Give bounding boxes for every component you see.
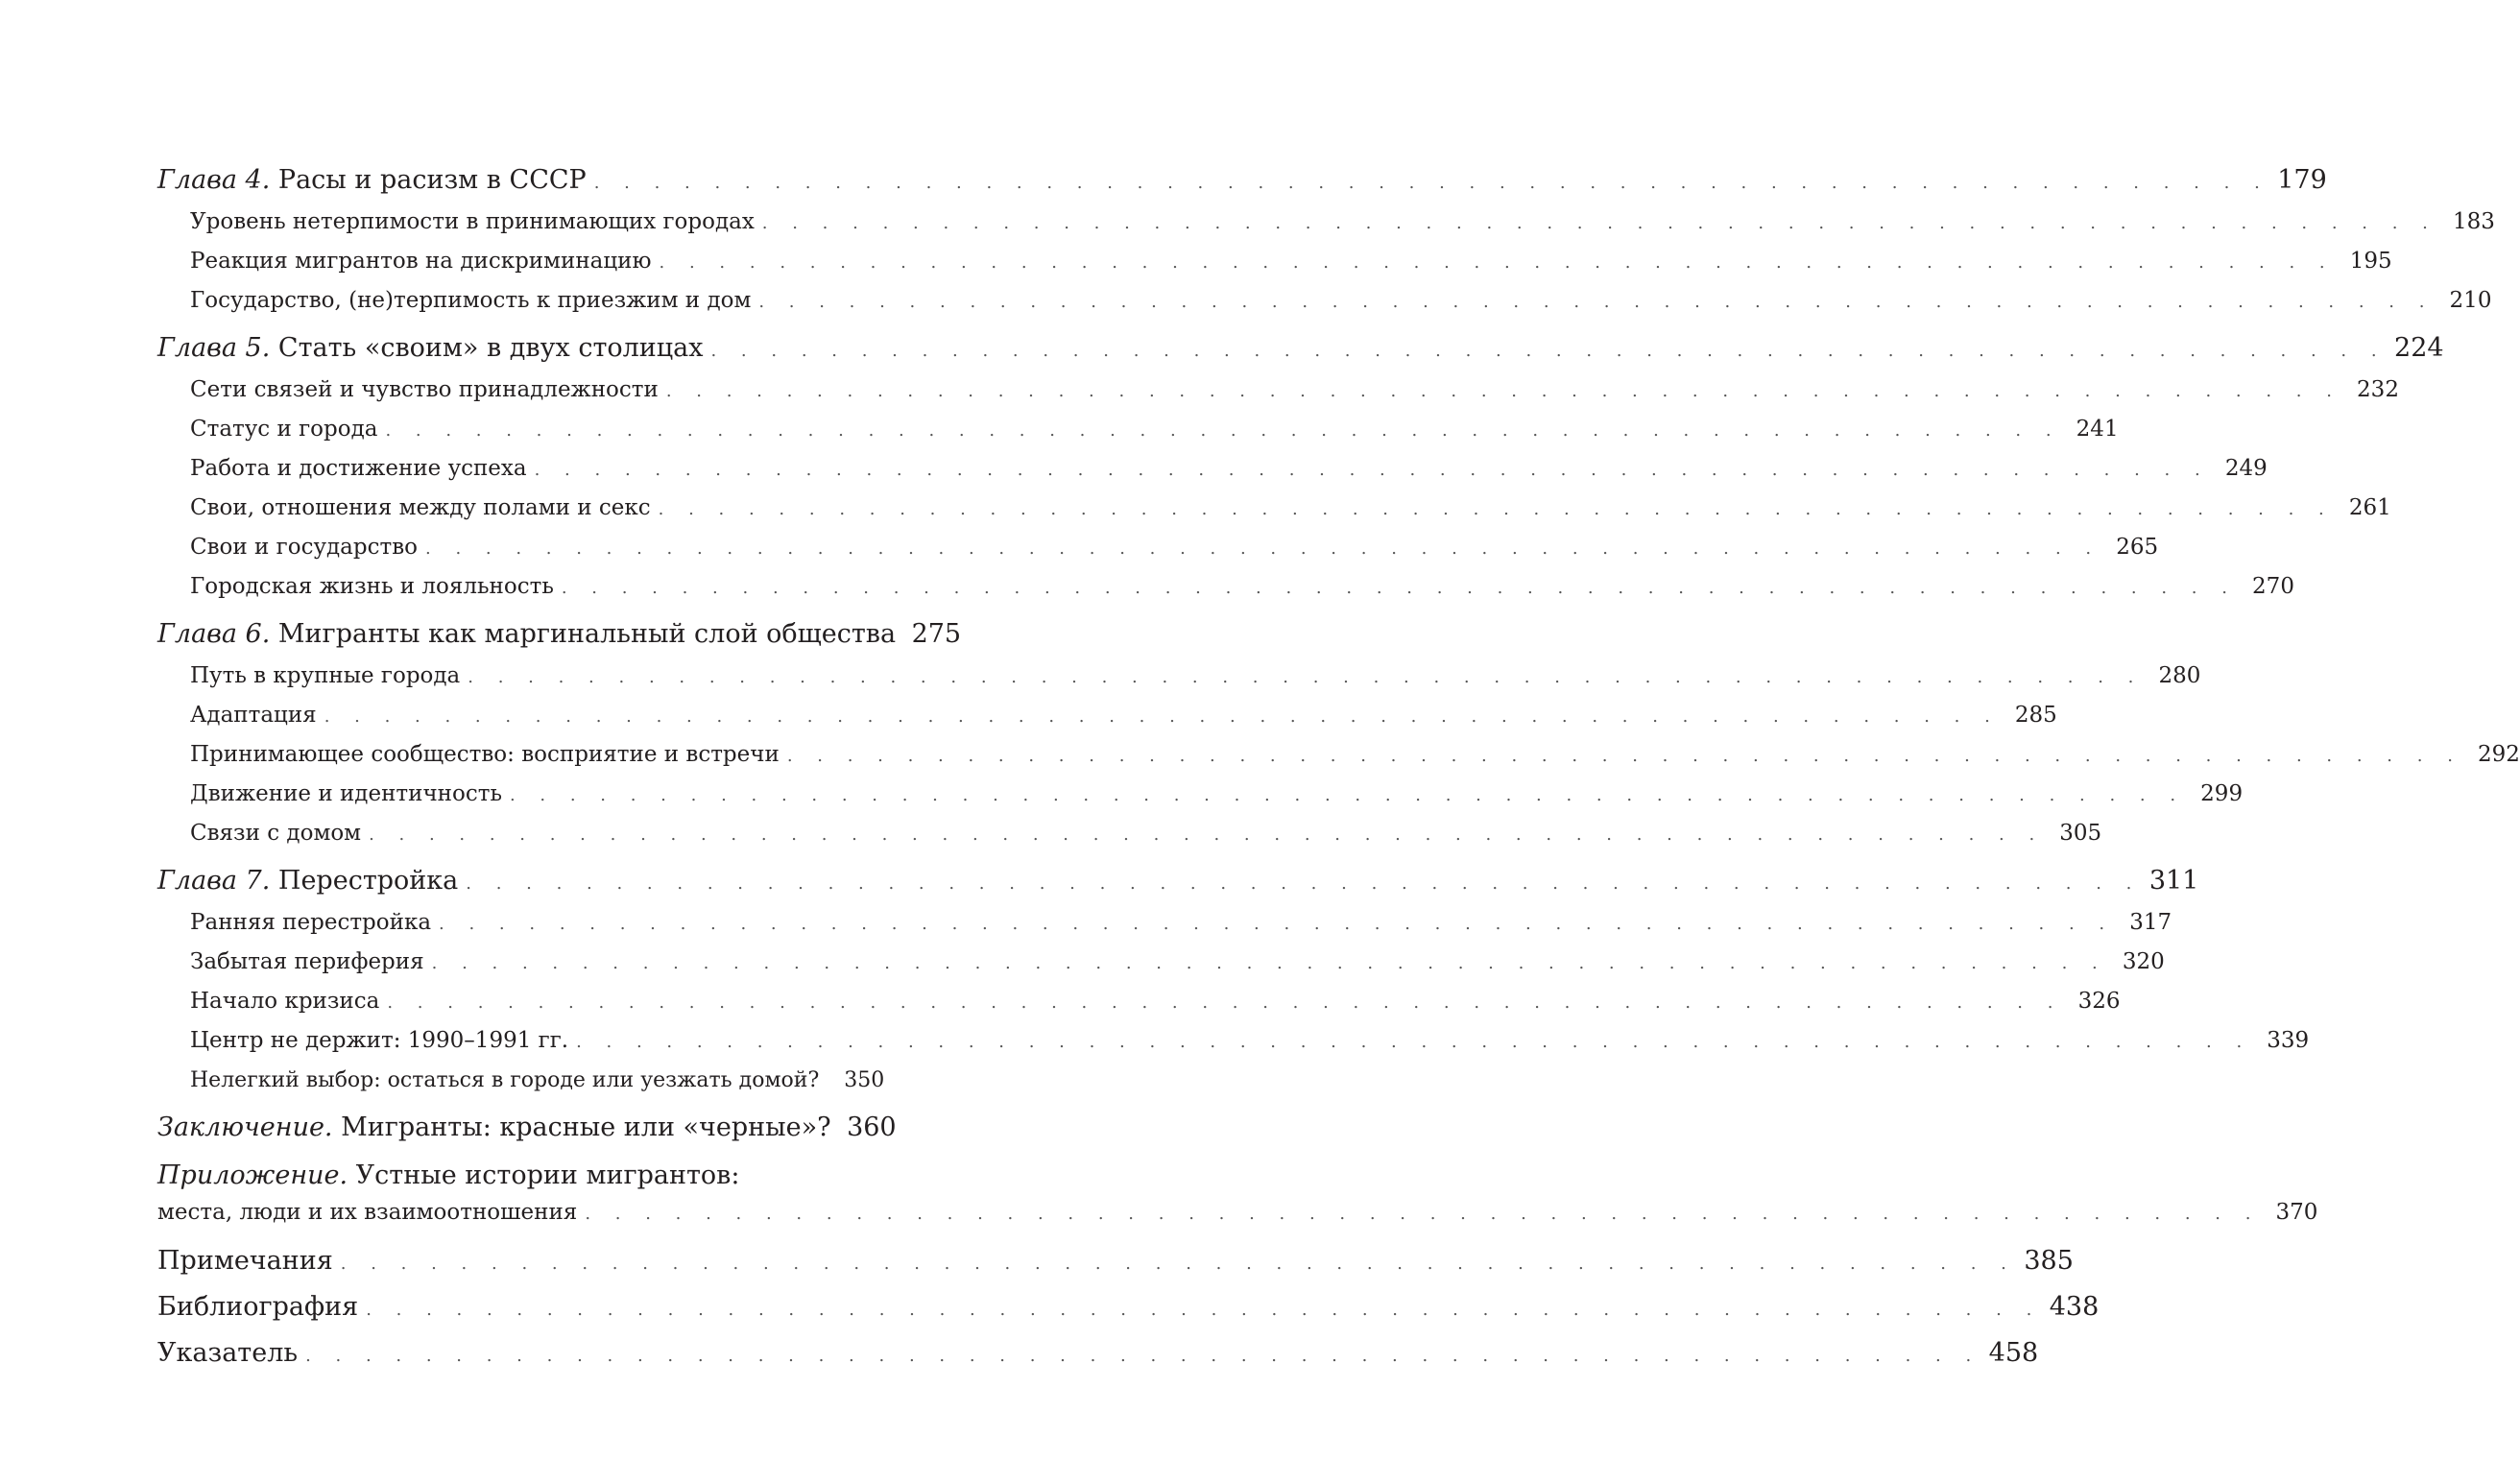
toc-section-entry[interactable]: [157, 903, 2172, 943]
dot-leader: . . . . . . . . . . . . . . . . . . . . . . . . . . . . . . . . . . . . . . . . . . . . . . . . . . . . . . . .: [665, 381, 2341, 401]
toc-chapter-entry[interactable]: [157, 859, 2199, 903]
section-title: Уровень нетерпимости в принимающих городах: [190, 209, 755, 234]
page-number: 241: [2076, 417, 2119, 442]
chapter-title: Мигранты: красные или «черные»?: [332, 1112, 831, 1142]
toc-section-entry[interactable]: [157, 242, 2392, 281]
page-number: 350: [844, 1068, 885, 1092]
toc-section-entry[interactable]: [157, 982, 2121, 1021]
dot-leader: . . . . . . . . . . . . . . . . . . . . . . . . . . . . . . . . . . . . . . . . . . . . . . . . . . . . . . . .: [431, 953, 2107, 973]
section-title: Нелегкий выбор: остаться в городе или уезжать домой?: [190, 1068, 820, 1092]
page-number: 370: [2275, 1200, 2318, 1225]
toc-appendix-entry-continuation[interactable]: [157, 1194, 2318, 1231]
page-number: 339: [2267, 1028, 2310, 1053]
toc-index-entry[interactable]: [157, 1330, 2039, 1376]
toc-notes-entry[interactable]: [157, 1238, 2074, 1284]
page-number: 385: [2024, 1246, 2074, 1276]
chapter-prefix: Глава 7.: [157, 866, 271, 896]
toc-section-entry[interactable]: [157, 489, 2391, 528]
toc-section-entry[interactable]: [157, 1061, 885, 1100]
page-number: 270: [2252, 574, 2294, 599]
toc-bibliography-entry[interactable]: [157, 1284, 2100, 1330]
section-title: Городская жизнь и лояльность: [190, 574, 554, 599]
page-number: 285: [2014, 703, 2057, 728]
appendix-prefix: Приложение.: [157, 1160, 348, 1190]
page-number: 275: [911, 619, 962, 649]
page-number: 438: [2049, 1292, 2100, 1322]
section-title: Движение и идентичность: [190, 781, 502, 806]
dot-leader: . . . . . . . . . . . . . . . . . . . . . . . . . . . . . . . . . . . . . . . . . . . . . . . . . . . . . . . .: [369, 825, 2045, 845]
chapter-title: Расы и расизм в СССР: [270, 165, 587, 195]
page-number: 320: [2122, 949, 2165, 974]
section-title: Связи с домом: [190, 821, 362, 846]
end-matter-title: Библиография: [157, 1292, 359, 1322]
page-number: 326: [2077, 989, 2121, 1014]
dot-leader: . . . . . . . . . . . . . . . . . . . . . . . . . . . . . . . . . . . . . . . . . . . . . . . . . . . . . . . .: [585, 1204, 2261, 1224]
section-title: Центр не держит: 1990–1991 гг.: [190, 1028, 569, 1053]
dot-leader: . . . . . . . . . . . . . . . . . . . . . . . . . . . . . . . . . . . . . . . . . . . . . . . . . . . . . . . .: [468, 667, 2144, 687]
chapter-title: Перестройка: [270, 866, 459, 896]
page-number: 261: [2348, 495, 2391, 520]
page-number: 299: [2200, 781, 2244, 806]
page-number: 311: [2148, 866, 2199, 896]
toc-section-entry[interactable]: [157, 775, 2244, 814]
page-number: 360: [847, 1112, 897, 1142]
table-of-contents: [157, 158, 2520, 1376]
page-number: 458: [1988, 1338, 2039, 1368]
chapter-prefix: Глава 6.: [157, 619, 271, 649]
page-number: 183: [2453, 209, 2495, 234]
dot-leader: . . . . . . . . . . . . . . . . . . . . . . . . . . . . . . . . . . . . . . . . . . . . . . . . . . . . . . . .: [758, 292, 2435, 312]
section-title: Статус и города: [190, 417, 378, 442]
section-title: Свои, отношения между полами и секс: [190, 495, 651, 520]
dot-leader: . . . . . . . . . . . . . . . . . . . . . . . . . . . . . . . . . . . . . . . . . . . . . . . . . . . . . . . .: [593, 173, 2269, 193]
dot-leader: . . . . . . . . . . . . . . . . . . . . . . . . . . . . . . . . . . . . . . . . . . . . . . . . . . . . . . . .: [425, 538, 2101, 559]
toc-section-entry[interactable]: [157, 528, 2159, 567]
dot-leader: . . . . . . . . . . . . . . . . . . . . . . . . . . . . . . . . . . . . . . . . . . . . . . . . . . . . . . . .: [466, 873, 2142, 894]
toc-section-entry[interactable]: [157, 814, 2102, 853]
page-number: 265: [2116, 535, 2159, 560]
dot-leader: . . . . . . . . . . . . . . . . . . . . . . . . . . . . . . . . . . . . . . . . . . . . . . . . . . . . . . . .: [534, 460, 2210, 480]
chapter-prefix: Глава 5.: [157, 333, 271, 363]
dot-leader: . . . . . . . . . . . . . . . . . . . . . . . . . . . . . . . . . . . . . . . . . . . . . . . . . . . . . . . .: [561, 578, 2237, 598]
toc-section-entry[interactable]: [157, 281, 2492, 321]
toc-section-entry[interactable]: [157, 410, 2119, 449]
toc-section-entry[interactable]: [157, 449, 2268, 489]
page-number: 210: [2449, 288, 2492, 313]
toc-section-entry[interactable]: [157, 735, 2520, 775]
dot-leader: . . . . . . . . . . . . . . . . . . . . . . . . . . . . . . . . . . . . . . . . . . . . . . . . . . . . . . . .: [305, 1346, 1981, 1366]
end-matter-title: Указатель: [157, 1338, 299, 1368]
dot-leader: . . . . . . . . . . . . . . . . . . . . . . . . . . . . . . . . . . . . . . . . . . . . . . . . . . . . . . . .: [366, 1300, 2042, 1320]
page-number: 179: [2277, 165, 2327, 195]
section-title: Забытая периферия: [190, 949, 424, 974]
section-title: Принимающее сообщество: восприятие и встречи: [190, 742, 780, 767]
page-number: 305: [2059, 821, 2102, 846]
dot-leader: . . . . . . . . . . . . . . . . . . . . . . . . . . . . . . . . . . . . . . . . . . . . . . . . . . . . . . . .: [509, 785, 2186, 805]
page-number: 292: [2478, 742, 2520, 767]
end-matter-title: Примечания: [157, 1246, 333, 1276]
dot-leader: . . . . . . . . . . . . . . . . . . . . . . . . . . . . . . . . . . . . . . . . . . . . . . . . . . . . . . . .: [786, 746, 2462, 766]
dot-leader: . . . . . . . . . . . . . . . . . . . . . . . . . . . . . . . . . . . . . . . . . . . . . . . . . . . . . . . .: [387, 993, 2063, 1013]
chapter-prefix: Заключение.: [157, 1112, 333, 1142]
toc-chapter-entry[interactable]: [157, 612, 962, 657]
section-title: Сети связей и чувство принадлежности: [190, 377, 659, 402]
dot-leader: . . . . . . . . . . . . . . . . . . . . . . . . . . . . . . . . . . . . . . . . . . . . . . . . . . . . . . . .: [340, 1254, 2016, 1274]
toc-chapter-entry[interactable]: [157, 158, 2327, 203]
toc-appendix-entry[interactable]: [157, 1158, 873, 1194]
dot-leader: . . . . . . . . . . . . . . . . . . . . . . . . . . . . . . . . . . . . . . . . . . . . . . . . . . . . . . . .: [324, 706, 2000, 727]
page-number: 232: [2357, 377, 2399, 402]
section-title: Ранняя перестройка: [190, 910, 432, 935]
section-title: Государство, (не)терпимость к приезжим и дом: [190, 288, 752, 313]
page-number: 317: [2129, 910, 2172, 935]
page-number: 195: [2349, 249, 2392, 274]
dot-leader: . . . . . . . . . . . . . . . . . . . . . . . . . . . . . . . . . . . . . . . . . . . . . . . . . . . . . . . .: [659, 252, 2335, 273]
toc-section-entry[interactable]: [157, 567, 2294, 607]
dot-leader: . . . . . . . . . . . . . . . . . . . . . . . . . . . . . . . . . . . . . . . . . . . . . . . . . . . . . . . .: [761, 213, 2437, 233]
page-number: 224: [2394, 333, 2444, 363]
toc-section-entry[interactable]: [157, 657, 2201, 696]
toc-section-entry[interactable]: [157, 203, 2495, 242]
section-title: Начало кризиса: [190, 989, 380, 1014]
dot-leader: . . . . . . . . . . . . . . . . . . . . . . . . . . . . . . . . . . . . . . . . . . . . . . . . . . . . . . . .: [385, 420, 2061, 441]
chapter-title: Стать «своим» в двух столицах: [270, 333, 704, 363]
appendix-title-line1: Устные истории мигрантов:: [348, 1160, 740, 1190]
page-number: 280: [2158, 663, 2201, 688]
section-title: Свои и государство: [190, 535, 418, 560]
section-title: Адаптация: [190, 703, 317, 728]
section-title: Реакция мигрантов на дискриминацию: [190, 249, 652, 274]
page-number: 249: [2224, 456, 2268, 481]
toc-section-entry[interactable]: [157, 1021, 2310, 1061]
toc-chapter-entry[interactable]: [157, 326, 2444, 371]
toc-section-entry[interactable]: [157, 943, 2165, 982]
appendix-title-line2: места, люди и их взаимоотношения: [157, 1200, 578, 1225]
dot-leader: . . . . . . . . . . . . . . . . . . . . . . . . . . . . . . . . . . . . . . . . . . . . . . . . . . . . . . . .: [576, 1032, 2252, 1052]
toc-conclusion-entry[interactable]: [157, 1106, 897, 1150]
dot-leader: . . . . . . . . . . . . . . . . . . . . . . . . . . . . . . . . . . . . . . . . . . . . . . . . . . . . . . . .: [710, 341, 2387, 361]
toc-section-entry[interactable]: [157, 371, 2399, 410]
section-title: Работа и достижение успеха: [190, 456, 527, 481]
section-title: Путь в крупные города: [190, 663, 461, 688]
dot-leader: . . . . . . . . . . . . . . . . . . . . . . . . . . . . . . . . . . . . . . . . . . . . . . . . . . . . . . . .: [658, 499, 2334, 519]
toc-section-entry[interactable]: [157, 696, 2057, 735]
dot-leader: . . . . . . . . . . . . . . . . . . . . . . . . . . . . . . . . . . . . . . . . . . . . . . . . . . . . . . . .: [439, 914, 2115, 934]
chapter-prefix: Глава 4.: [157, 165, 271, 195]
chapter-title: Мигранты как маргинальный слой общества: [270, 619, 897, 649]
